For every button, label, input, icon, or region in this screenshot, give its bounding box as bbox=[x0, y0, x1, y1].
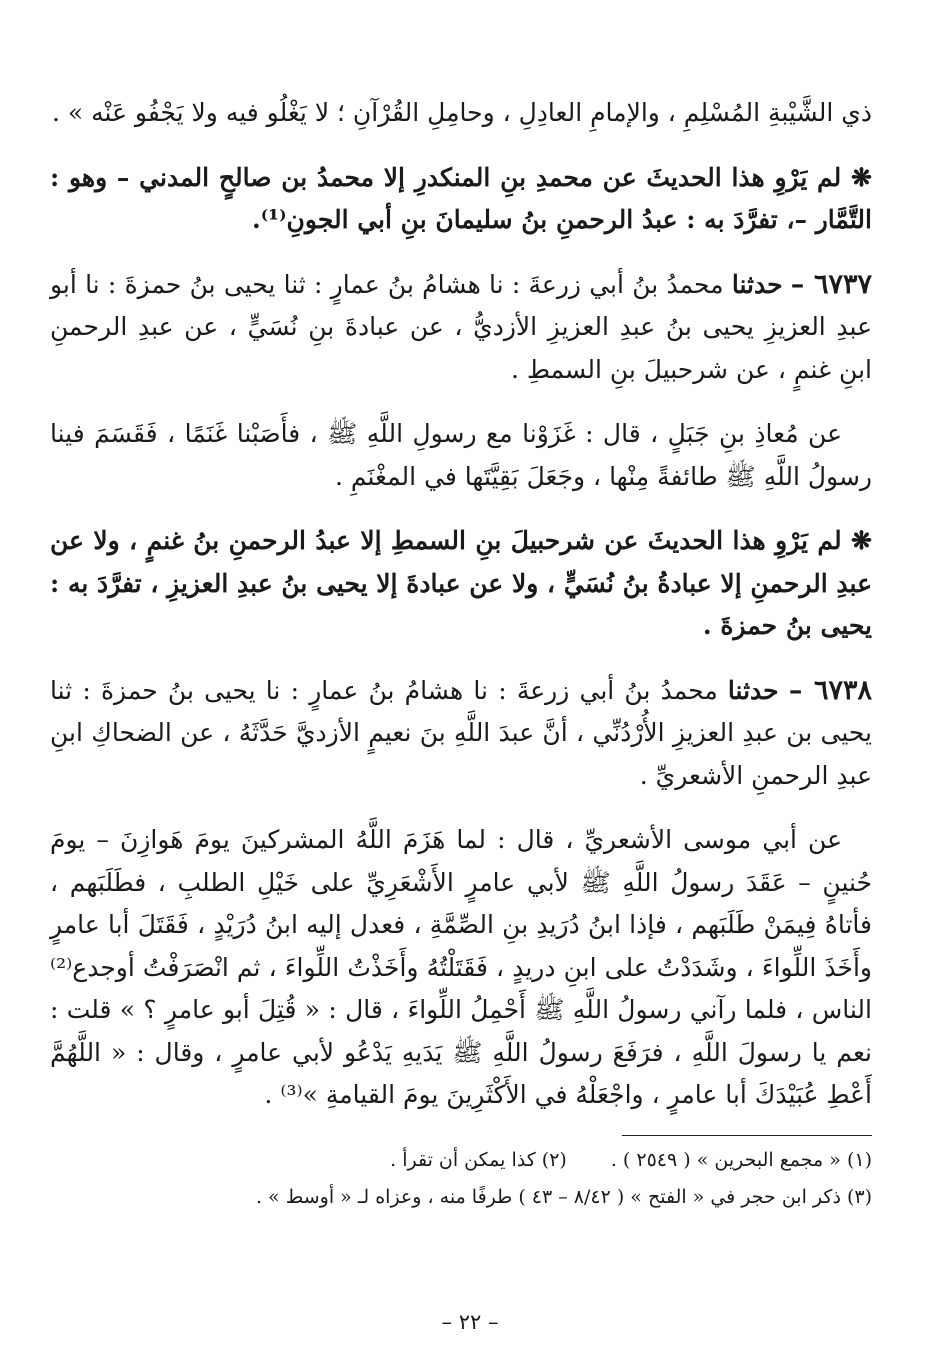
spacer bbox=[50, 498, 872, 520]
hadith-6737-matn: عن مُعاذِ بنِ جَبَلٍ ، قال : غَزَوْنا مع رسولِ اللَّهِ ﷺ ، فأَصَبْنا غَنَمًا ، فَقَسَمَ فينا رسولُ اللَّهِ ﷺ طائفةً مِنْها ، وجَعَلَ بَقِيَّتَها في المغْنَمِ . bbox=[50, 419, 872, 491]
spacer bbox=[50, 648, 872, 670]
paragraph-continuation: ذي الشَّيْبةِ المُسْلِمِ ، والإمامِ العادِلِ ، وحامِلِ القُرْآنِ ؛ لا يَغْلُو فيه ولا يَجْفُو عَنْه » . bbox=[51, 98, 872, 127]
spacer bbox=[50, 135, 872, 157]
hadith-6738-matn: عن أبي موسى الأشعريِّ ، قال : لما هَزَمَ اللَّهُ المشركينَ يومَ هَوازِنَ – يومَ حُنينٍ – عَقَدَ رسولُ اللَّهِ ﷺ لأبي عامرٍ الأَشْعَرِيِّ على خَيْلِ الطلبِ ، فطَلَبَهم ، فأتاهُ فِيمَنْ طَلَبَهم ، فإذا ابنُ دُرَيدِ بنِ الصِّمَّةِ ، فعدل إليه ابنُ دُرَيْدٍ ، فَقَتَلَ أبا عامرٍ وأَخَذَ اللِّواءَ ، وشَدَدْتُ على ابنِ دريدٍ ، فَقَتَلْتُهُ وأَخَذْتُ اللِّواءَ ، ثم انْصَرَفْتُ أوجدع⁽²⁾ الناس ، فلما رآني رسولُ اللَّهِ ﷺ أَحْمِلُ اللِّواءَ ، قال : « قُتِلَ أبو عامرٍ ؟ » قلت : نعم يا رسولَ اللَّهِ ، فرَفَعَ رسولُ اللَّهِ ﷺ يَدَيهِ يَدْعُو لأبي عامرٍ ، وقال : « اللَّهُمَّ أَعْطِ عُبَيْدَكَ أبا عامرٍ ، واجْعَلْهُ في الأَكْثَرِينَ يومَ القيامةِ »⁽³⁾ . bbox=[50, 825, 872, 1109]
spacer bbox=[50, 242, 872, 264]
hadith-lead: حدثنا bbox=[727, 675, 779, 705]
hadith-number: ٦٧٣٧ – bbox=[790, 268, 873, 300]
page-number: – ٢٢ – bbox=[441, 1310, 499, 1334]
hadith-6738-isnad bbox=[50, 670, 872, 798]
hadith-6737-isnad bbox=[50, 264, 872, 392]
footnote-1: (١) « مجمع البحرين » ( ٢٥٤٩ ) . bbox=[610, 1148, 872, 1171]
hadith-chain: محمدُ بنُ أبي زرعةَ : نا هشامُ بنُ عمارٍ : نا يحيى بنُ حمزةَ : ثنا يحيى بن عبدِ العزيزِ الأُرْدُنِّي ، أنَّ عبدَ اللَّهِ بنَ نعيمٍ الأزديَّ حَدَّثَهُ ، عن الضحاكِ ابنِ عبدِ الرحمنِ الأشعريِّ . bbox=[50, 675, 872, 790]
footnotes bbox=[50, 1142, 872, 1216]
spacer bbox=[50, 797, 872, 819]
footnote-rule bbox=[622, 1135, 872, 1136]
main-text bbox=[50, 92, 872, 1117]
commentary-note-1: ❋ لم يَرْوِ هذا الحديثَ عن محمدِ بنِ المنكدرِ إلا محمدُ بن صالحٍ المدني – وهو : التَّمَّار –، تفرَّدَ به : عبدُ الرحمنِ بنُ سليمانَ بنِ أبي الجونِ⁽¹⁾. bbox=[50, 162, 872, 234]
hadith-lead: حدثنا bbox=[731, 269, 783, 299]
footnote-row bbox=[50, 1142, 872, 1179]
footnote-2: (٢) كذا يمكن أن تقرأ . bbox=[390, 1148, 567, 1171]
hadith-chain: محمدُ بنُ أبي زرعةَ : نا هشامُ بنُ عمارٍ : ثنا يحيى بنُ حمزةَ : نا أبو عبدِ العزيزِ يحيى بنُ عبدِ العزيزِ الأزديُّ ، عن عبادةَ بنِ نُسَيٍّ ، عن عبدِ الرحمنِ ابنِ غنمٍ ، عن شرحبيلَ بنِ السمطِ . bbox=[50, 269, 872, 384]
commentary-note-2: ❋ لم يَرْوِ هذا الحديثَ عن شرحبيلَ بنِ السمطِ إلا عبدُ الرحمنِ بنُ غنمٍ ، ولا عن عبدِ الرحمنِ إلا عبادةُ بنُ نُسَيٍّ ، ولا عن عبادةَ إلا يحيى بنُ عبدِ العزيزِ ، تفرَّدَ به : يحيى بنُ حمزةَ . bbox=[50, 526, 872, 640]
spacer bbox=[50, 391, 872, 413]
hadith-number: ٦٧٣٨ – bbox=[788, 674, 872, 706]
footnote-3: (٣) ذكر ابن حجر في « الفتح » ( ٨/٤٢ – ٤٣ ) طرفًا منه ، وعزاه لـ « أوسط » . bbox=[255, 1185, 872, 1208]
